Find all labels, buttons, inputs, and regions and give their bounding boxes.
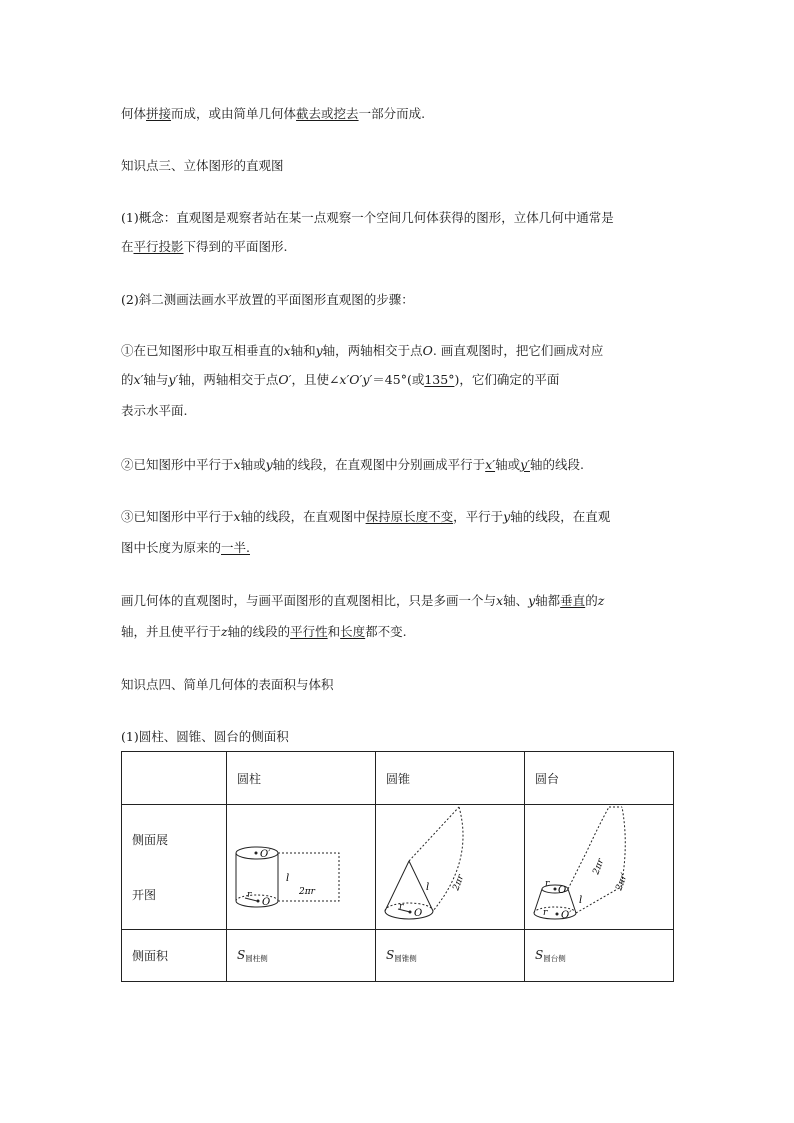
math-var: x bbox=[496, 593, 504, 608]
label-r: r bbox=[545, 879, 550, 889]
heading-4: 知识点四、简单几何体的表面积与体积 bbox=[121, 677, 334, 692]
math-var: z bbox=[597, 593, 605, 608]
text: 一部分而成. bbox=[358, 106, 426, 121]
text: 轴的线段，在直观图中分别画成平行于 bbox=[272, 457, 486, 472]
underlined-term: 垂直 bbox=[560, 593, 586, 608]
table-cell bbox=[122, 752, 227, 805]
paragraph-10 bbox=[121, 540, 250, 556]
paragraph-5 bbox=[121, 343, 603, 359]
table-header-cone: 圆锥 bbox=[376, 752, 525, 805]
table-row bbox=[122, 805, 674, 930]
table-header-frustum: 圆台 bbox=[525, 752, 674, 805]
label-o: O bbox=[558, 885, 567, 896]
paragraph-4: (2)斜二测画法画水平放置的平面图形直观图的步骤： bbox=[121, 292, 414, 307]
text: 轴的线段，在直观 bbox=[510, 509, 611, 524]
row-label: 侧面展 bbox=[132, 833, 169, 847]
paragraph-8 bbox=[121, 457, 584, 473]
text: ＝45°(或 bbox=[372, 372, 425, 387]
cone-diagram-cell bbox=[376, 805, 525, 930]
math-var: O bbox=[422, 343, 433, 358]
text: ，且使∠ bbox=[291, 372, 340, 387]
text: 轴，并且使平行于 bbox=[121, 624, 222, 639]
table-row bbox=[122, 930, 674, 982]
math-var: y bbox=[315, 343, 323, 358]
formula-cylinder bbox=[227, 930, 376, 982]
formula-frustum bbox=[525, 930, 674, 982]
label-r: r bbox=[399, 902, 404, 912]
table-row bbox=[122, 752, 674, 805]
text: 而成，或由简单几何体 bbox=[171, 106, 297, 121]
text: 轴的线段，在直观图中 bbox=[240, 509, 366, 524]
text: 图中长度为原来的 bbox=[121, 540, 222, 555]
label-l: l bbox=[426, 882, 430, 893]
text: 的 bbox=[585, 593, 598, 608]
text: 画几何体的直观图时，与画平面图形的直观图相比，只是多画一个与 bbox=[121, 593, 497, 608]
row-label: 开图 bbox=[132, 888, 157, 902]
formula-subscript: 圆台侧 bbox=[543, 953, 566, 963]
text: ③已知图形中平行于 bbox=[121, 509, 234, 524]
label-2pir-prime: 2πr′ bbox=[614, 871, 630, 893]
label-o: O bbox=[262, 897, 271, 908]
math-var: O′ bbox=[278, 372, 292, 387]
formula-s: S bbox=[535, 947, 544, 962]
paragraph-3 bbox=[121, 239, 288, 255]
math-var: x bbox=[233, 509, 241, 524]
label-2pir: 2πr bbox=[451, 873, 467, 893]
math-var: y bbox=[503, 509, 511, 524]
text: 下得到的平面图形. bbox=[183, 239, 288, 254]
paragraph-13: (1)圆柱、圆锥、圆台的侧面积 bbox=[121, 729, 289, 744]
table-cell bbox=[122, 805, 227, 930]
text: 轴或 bbox=[240, 457, 266, 472]
table-header-cylinder: 圆柱 bbox=[227, 752, 376, 805]
label-r: r bbox=[247, 890, 252, 900]
heading-3: 知识点三、立体图形的直观图 bbox=[121, 158, 284, 173]
math-var: y bbox=[528, 593, 536, 608]
text: 轴，两轴相交于点 bbox=[322, 343, 423, 358]
cone-net-diagram bbox=[376, 805, 524, 929]
math-var: y bbox=[265, 457, 273, 472]
label-2pir: 2πr bbox=[299, 887, 315, 897]
underlined-term: 135° bbox=[424, 372, 455, 387]
formula-subscript: 圆锥侧 bbox=[394, 953, 417, 963]
text: 轴，两轴相交于点 bbox=[178, 372, 279, 387]
math-var: x bbox=[283, 343, 291, 358]
label-o: O bbox=[414, 908, 423, 919]
text: ，平行于 bbox=[453, 509, 504, 524]
text: . 画直观图时，把它们画成对应 bbox=[432, 343, 604, 358]
frustum-diagram-cell bbox=[525, 805, 674, 930]
label-l: l bbox=[579, 895, 583, 906]
text: 在 bbox=[121, 239, 134, 254]
underlined-term: 一半. bbox=[221, 540, 250, 555]
label-o-prime: O′ bbox=[561, 910, 572, 921]
paragraph-9 bbox=[121, 509, 610, 525]
label-2pir: 2πr bbox=[591, 857, 607, 877]
label-l: l bbox=[286, 873, 290, 884]
math-var: x′ bbox=[133, 372, 144, 387]
paragraph-1 bbox=[121, 106, 425, 122]
cylinder-diagram-cell bbox=[227, 805, 376, 930]
text: ①在已知图形中取互相垂直的 bbox=[121, 343, 284, 358]
lateral-area-table bbox=[121, 751, 674, 982]
underlined-term: y′ bbox=[520, 457, 530, 472]
underlined-term: 长度 bbox=[340, 624, 366, 639]
cylinder-net-diagram bbox=[227, 805, 375, 929]
label-r-prime: r bbox=[543, 908, 548, 918]
underlined-term: 拼接 bbox=[146, 106, 172, 121]
formula-cone bbox=[376, 930, 525, 982]
paragraph-6 bbox=[121, 372, 559, 388]
text: 轴都 bbox=[535, 593, 561, 608]
formula-s: S bbox=[237, 947, 246, 962]
formula-subscript: 圆柱侧 bbox=[245, 953, 268, 963]
underlined-term: 截去或挖去 bbox=[296, 106, 359, 121]
underlined-term: x′ bbox=[485, 457, 496, 472]
text: 轴和 bbox=[290, 343, 316, 358]
text: 都不变. bbox=[365, 624, 407, 639]
text: ②已知图形中平行于 bbox=[121, 457, 234, 472]
row-label: 侧面积 bbox=[122, 930, 227, 982]
underlined-term: 保持原长度不变 bbox=[365, 509, 454, 524]
formula-s: S bbox=[386, 947, 395, 962]
math-var: x bbox=[233, 457, 241, 472]
math-var: z bbox=[221, 624, 228, 639]
text: 轴或 bbox=[495, 457, 521, 472]
underlined-term: 平行性 bbox=[290, 624, 328, 639]
text: 轴、 bbox=[503, 593, 529, 608]
paragraph-12 bbox=[121, 624, 407, 640]
text: 和 bbox=[327, 624, 341, 639]
text: 的 bbox=[121, 372, 134, 387]
frustum-net-diagram bbox=[525, 805, 673, 929]
text: 轴与 bbox=[143, 372, 169, 387]
paragraph-7: 表示水平面. bbox=[121, 403, 188, 418]
underlined-term: 平行投影 bbox=[133, 239, 184, 254]
math-angle: x′O′y′ bbox=[339, 372, 373, 387]
text: 何体 bbox=[121, 106, 147, 121]
paragraph-11 bbox=[121, 593, 604, 609]
paragraph-2: (1)概念：直观图是观察者站在某一点观察一个空间几何体获得的图形，立体几何中通常是 bbox=[121, 210, 614, 225]
text: 轴的线段. bbox=[529, 457, 584, 472]
text: )，它们确定的平面 bbox=[454, 372, 560, 387]
text: 轴的线段的 bbox=[227, 624, 291, 639]
math-var: y′ bbox=[168, 372, 179, 387]
label-o-prime: O′ bbox=[260, 849, 271, 860]
